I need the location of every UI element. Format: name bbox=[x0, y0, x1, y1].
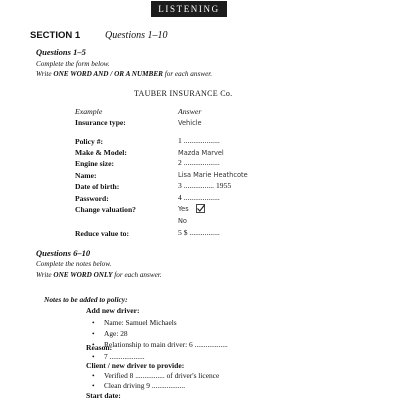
instr-bold: ONE WORD AND / OR A NUMBER bbox=[53, 70, 163, 78]
answer-blank-3[interactable]: 3 ................ 1955 bbox=[178, 181, 232, 190]
instr-post: for each answer. bbox=[162, 70, 213, 78]
notes-subheading: Reason: bbox=[86, 343, 113, 352]
row-label: Engine size: bbox=[75, 159, 115, 168]
start-date-label: Start date: bbox=[86, 391, 121, 400]
part1-heading: Questions 1–5 bbox=[36, 47, 86, 57]
part1-instruction-1: Complete the form below. bbox=[36, 60, 110, 68]
row-label: Policy #: bbox=[75, 137, 104, 146]
part2-instruction-2 bbox=[36, 272, 162, 279]
answer-blank-2[interactable]: 2 ................... bbox=[178, 158, 220, 167]
answer-blank-4[interactable]: 4 ................... bbox=[178, 193, 220, 202]
answer-blank-1[interactable]: 1 ................... bbox=[178, 136, 220, 145]
list-item bbox=[94, 329, 128, 338]
list-item[interactable] bbox=[94, 352, 145, 361]
answer-blank-6[interactable]: Relationship to main driver: 6 .................. bbox=[104, 340, 228, 349]
form-title: TAUBER INSURANCE Co. bbox=[134, 89, 233, 98]
answer-blank-5[interactable]: 5 $ ................ bbox=[178, 228, 220, 237]
listening-banner: LISTENING bbox=[151, 1, 227, 17]
instr-pre: Write bbox=[36, 271, 54, 279]
row-value: Mazda Marvel bbox=[178, 149, 224, 157]
option-yes[interactable]: Yes bbox=[178, 205, 189, 213]
part2-instruction-1: Complete the notes below. bbox=[36, 260, 112, 268]
instr-bold: ONE WORD ONLY bbox=[53, 271, 113, 279]
list-item[interactable] bbox=[94, 381, 185, 390]
instr-pre: Write bbox=[36, 70, 54, 78]
row-label: Change valuation? bbox=[75, 205, 136, 214]
answer-blank-8[interactable]: Verified 8 ................ of driver's licence bbox=[104, 371, 220, 380]
row-value: Lisa Marie Heathcote bbox=[178, 171, 248, 179]
col-answer: Answer bbox=[178, 107, 202, 116]
list-item bbox=[94, 318, 177, 327]
part2-heading: Questions 6–10 bbox=[36, 248, 91, 258]
row-label: Name: bbox=[75, 171, 97, 180]
notes-title: Notes to be added to policy: bbox=[44, 295, 128, 304]
option-no[interactable]: No bbox=[178, 217, 187, 225]
list-item[interactable] bbox=[94, 340, 228, 349]
section-title: SECTION 1 bbox=[30, 30, 81, 41]
list-item-text: Name: Samuel Michaels bbox=[104, 318, 177, 327]
row-label: Password: bbox=[75, 194, 109, 203]
part1-instruction-2 bbox=[36, 71, 212, 78]
col-example: Example bbox=[75, 107, 103, 116]
answer-blank-7[interactable]: 7 ................... bbox=[104, 352, 145, 361]
row-label: Date of birth: bbox=[75, 182, 120, 191]
instr-post: for each answer. bbox=[112, 271, 162, 279]
row-value: Vehicle bbox=[178, 119, 202, 127]
answer-blank-9[interactable]: Clean driving 9 .................. bbox=[104, 381, 186, 390]
notes-subheading: Add new driver: bbox=[86, 306, 140, 315]
row-label: Reduce value to: bbox=[75, 229, 129, 238]
list-item-text: Age: 28 bbox=[104, 329, 128, 338]
question-range: Questions 1–10 bbox=[105, 30, 168, 41]
checked-box-icon bbox=[196, 204, 205, 213]
row-label: Make & Model: bbox=[75, 148, 127, 157]
notes-subheading: Client / new driver to provide: bbox=[86, 361, 185, 370]
list-item[interactable] bbox=[94, 371, 219, 380]
row-label: Insurance type: bbox=[75, 118, 126, 127]
